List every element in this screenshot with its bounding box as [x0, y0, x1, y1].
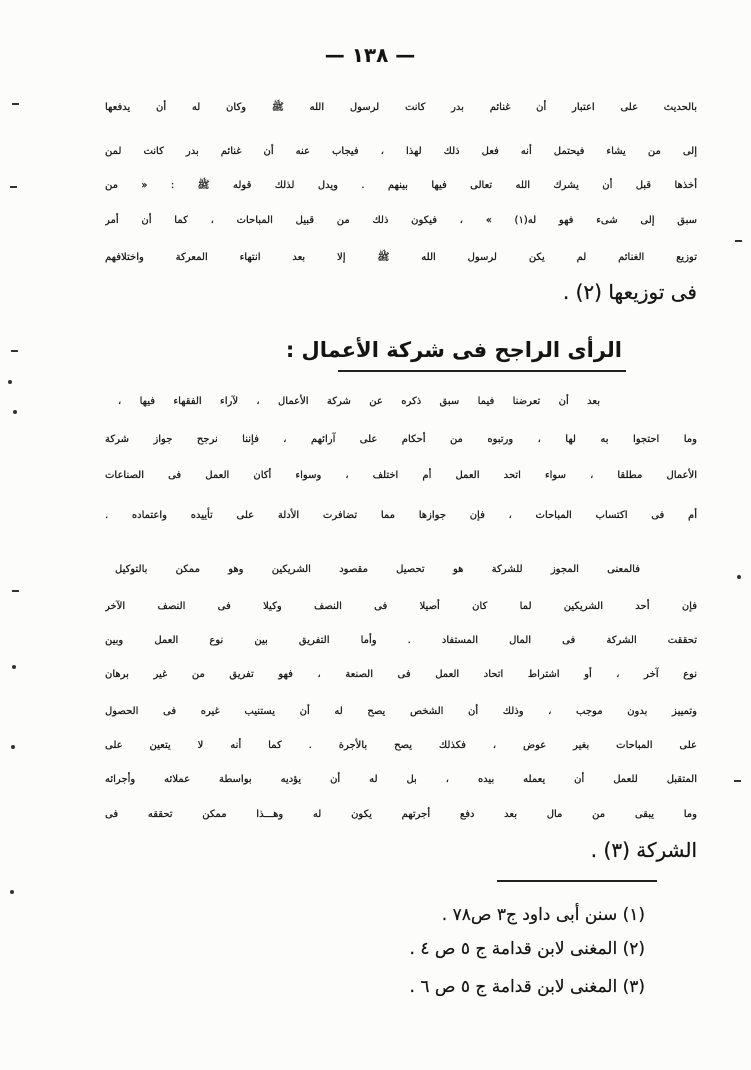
text-line: نوع آخر ، أو اشتراط اتحاد العمل فى الصنعة ، فهو تفريق من غير برهان — [105, 669, 697, 680]
text-line: إلى من يشاء فيحتمل أنه فعل ذلك لهذا ، فيجاب عنه أن غنائم بدر كانت لمن — [105, 146, 697, 157]
text-line: فى توزيعها (٢) . — [562, 280, 697, 304]
scan-speck — [12, 590, 19, 592]
text-line: فالمعنى المجوز للشركة هو تحصيل مقصود الشريكين وهو ممكن بالتوكيل — [115, 564, 640, 575]
text-line: فإن أحد الشريكين لما كان أصيلا فى النصف وكيلا فى النصف الآخر — [105, 601, 697, 612]
text-line: الشركة (٣) . — [590, 838, 697, 862]
scan-speck — [12, 665, 16, 669]
scan-speck — [11, 350, 18, 352]
text-line: وما احتجوا به لها ، ورتبوه من أحكام على آرائهم ، فإننا نرجح جواز شركة — [105, 434, 697, 445]
text-line: وما يبقى من مال بعد دفع أجرتهم يكون له وهـــذا ممكن تحققه فى — [105, 809, 697, 820]
section-heading: الرأى الراجح فى شركة الأعمال : — [285, 338, 622, 362]
text-line: بالحديث على اعتبار أن غنائم بدر كانت لرسول الله ﷺ وكان له أن يدفعها — [105, 102, 697, 113]
scan-speck — [13, 410, 17, 414]
text-line: سبق إلى شىء فهو له(١) » ، فيكون ذلك من قبيل المباحات ، كما أن أمر — [105, 215, 697, 226]
scan-speck — [12, 103, 19, 105]
text-line: أخذها قبل أن يشرك الله تعالى فيها بينهم . ويدل لذلك قوله ﷺ : « من — [105, 180, 697, 191]
text-line: الأعمال مطلقا ، سواء اتحد العمل أم اختلف ، وسواء أكان العمل فى الصناعات — [105, 470, 697, 481]
heading-underline — [338, 370, 626, 372]
text-line: بعد أن تعرضنا فيما سبق ذكره عن شركة الأعمال ، لآراء الفقهاء فيها ، — [118, 396, 600, 407]
text-line: أم فى اكتساب المباحات ، فإن جوازها مما تضافرت الأدلة على تأييده واعتماده . — [105, 510, 697, 521]
text-line: توزيع الغنائم لم يكن لرسول الله ﷺ إلا بعد انتهاء المعركة واختلافهم — [105, 252, 697, 263]
scan-speck — [10, 890, 14, 894]
footnote-separator — [497, 880, 657, 882]
footnote: (٢) المغنى لابن قدامة ج ٥ ص ٤ . — [409, 939, 645, 959]
scan-speck — [737, 575, 741, 579]
text-line: المتقبل للعمل أن يعمله بيده ، بل له أن يؤديه بواسطة عملائه وأجرائه — [105, 774, 697, 785]
text-line: وتمييز بدون موجب ، وذلك أن الشخص يصح له أن يستنيب غيره فى الحصول — [105, 706, 697, 717]
text-line: تحققت الشركة فى المال المستفاد . وأما التفريق بين نوع العمل وبين — [105, 635, 697, 646]
scan-speck — [11, 745, 15, 749]
page-number: — ١٣٨ — — [324, 43, 416, 67]
scan-speck — [735, 240, 742, 242]
text-line: على المباحات بغير عوض ، فكذلك يصح بالأجرة . كما أنه لا يتعين على — [105, 740, 697, 751]
scan-speck — [734, 780, 741, 782]
footnote: (١) سنن أبى داود ج٣ ص٧٨ . — [441, 905, 645, 925]
scan-speck — [10, 186, 17, 188]
scan-speck — [8, 380, 12, 384]
footnote: (٣) المغنى لابن قدامة ج ٥ ص ٦ . — [409, 977, 645, 997]
